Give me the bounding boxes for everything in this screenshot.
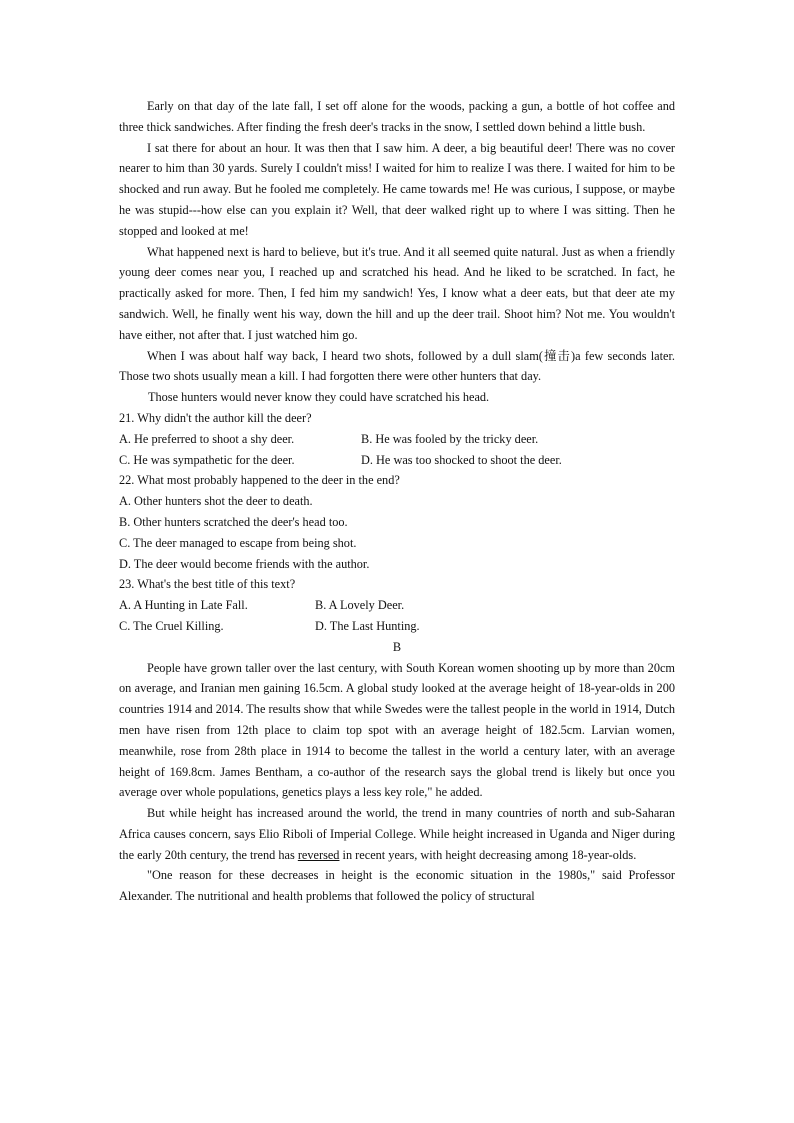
passage-a-paragraph: What happened next is hard to believe, but it's true. And it all seemed quite natural. Just as when a friendly young deer comes near you, I reached up and scratched his head. And he liked to be scratched. In fact, he practically asked for more. Then, I fed him my sandwich! Yes, I know what a deer eats, but that deer ate my sandwich. Well, he finally went his way, down the hill and up the deer trail. Shoot him? Not me. You wouldn't have either, not after that. I just watched him go. [119, 244, 675, 342]
question-23-option-b: B. A Lovely Deer. [315, 598, 405, 613]
question-22-stem: 22. What most probably happened to the deer in the end? [119, 473, 400, 488]
exam-page [119, 96, 675, 907]
passage-b-text: in recent years, with height decreasing among 18-year-olds. [339, 847, 637, 862]
question-21-options-row [119, 450, 675, 471]
question-22-option-d: D. The deer would become friends with the author. [119, 556, 370, 571]
passage-a-paragraph: When I was about half way back, I heard two shots, followed by a dull slam(撞击)a few seconds later. Those two shots usually mean a kill. I had forgotten there were other hunters that day. [119, 348, 675, 384]
passage-a-closing-line: Those hunters would never know they could have scratched his head. [148, 390, 490, 405]
passage-b-paragraph: People have grown taller over the last century, with South Korean women shooting up by more than 20cm on average, and Iranian men gaining 16.5cm. A global study looked at the average height of 18-year-olds in 200 countries 1914 and 2014. The results show that while Swedes were the tallest people in the world in 1914, Dutch men have risen from 12th place to claim top spot with an average height of 182.5cm. Larvian women, meanwhile, rose from 28th place in 1914 to become the tallest in the world a century later, with an average height of 169.8cm. James Bentham, a co-author of the research says the global trend is likely but once you average over whole populations, genetics plays a less key role," he added. [119, 660, 675, 800]
question-23-option-c: C. The Cruel Killing. [119, 618, 224, 633]
passage-b-heading: B [392, 639, 402, 654]
passage-b-paragraph [119, 803, 675, 865]
passage-a-paragraph: I sat there for about an hour. It was then that I saw him. A deer, a big beautiful deer! There was no cover nearer to him than 30 yards. Surely I couldn't miss! I waited for him to realize I was there. I waited for him to be shocked and run away. But he fooled me completely. He came towards me! He was curious, I suppose, or maybe he was stupid---how else can you explain it? Well, that deer walked right up to where I was sitting. Then he stopped and looked at me! [119, 140, 675, 238]
question-21-options-row [119, 429, 675, 450]
question-21-option-a: A. He preferred to shoot a shy deer. [119, 431, 295, 446]
question-23-options-row [119, 595, 675, 616]
question-21-option-c: C. He was sympathetic for the deer. [119, 452, 295, 467]
question-23-options-row [119, 616, 675, 637]
question-23-stem: 23. What's the best title of this text? [119, 577, 296, 592]
question-22-option-c: C. The deer managed to escape from being shot. [119, 535, 357, 550]
question-23-option-a: A. A Hunting in Late Fall. [119, 598, 248, 613]
passage-b-text: But while height has increased around the world, the trend in many countries of north and sub-Saharan Africa causes concern, says Elio Riboli of Imperial College. While height increased in Uganda and Niger during the early 20th century, the trend has [119, 806, 675, 862]
question-21-option-b: B. He was fooled by the tricky deer. [361, 431, 539, 446]
question-21-stem: 21. Why didn't the author kill the deer? [119, 410, 312, 425]
question-21-option-d: D. He was too shocked to shoot the deer. [361, 452, 562, 467]
question-22-option-a: A. Other hunters shot the deer to death. [119, 494, 313, 509]
passage-a-paragraph: Early on that day of the late fall, I set off alone for the woods, packing a gun, a bottle of hot coffee and three thick sandwiches. After finding the fresh deer's tracks in the snow, I settled down behind a little bush. [119, 99, 675, 134]
underlined-word: reversed [297, 847, 340, 862]
question-23-option-d: D. The Last Hunting. [315, 618, 420, 633]
question-22-option-b: B. Other hunters scratched the deer's head too. [119, 514, 348, 529]
passage-b-paragraph: "One reason for these decreases in height is the economic situation in the 1980s," said Professor Alexander. The nutritional and health problems that followed the policy of structural [119, 868, 675, 904]
